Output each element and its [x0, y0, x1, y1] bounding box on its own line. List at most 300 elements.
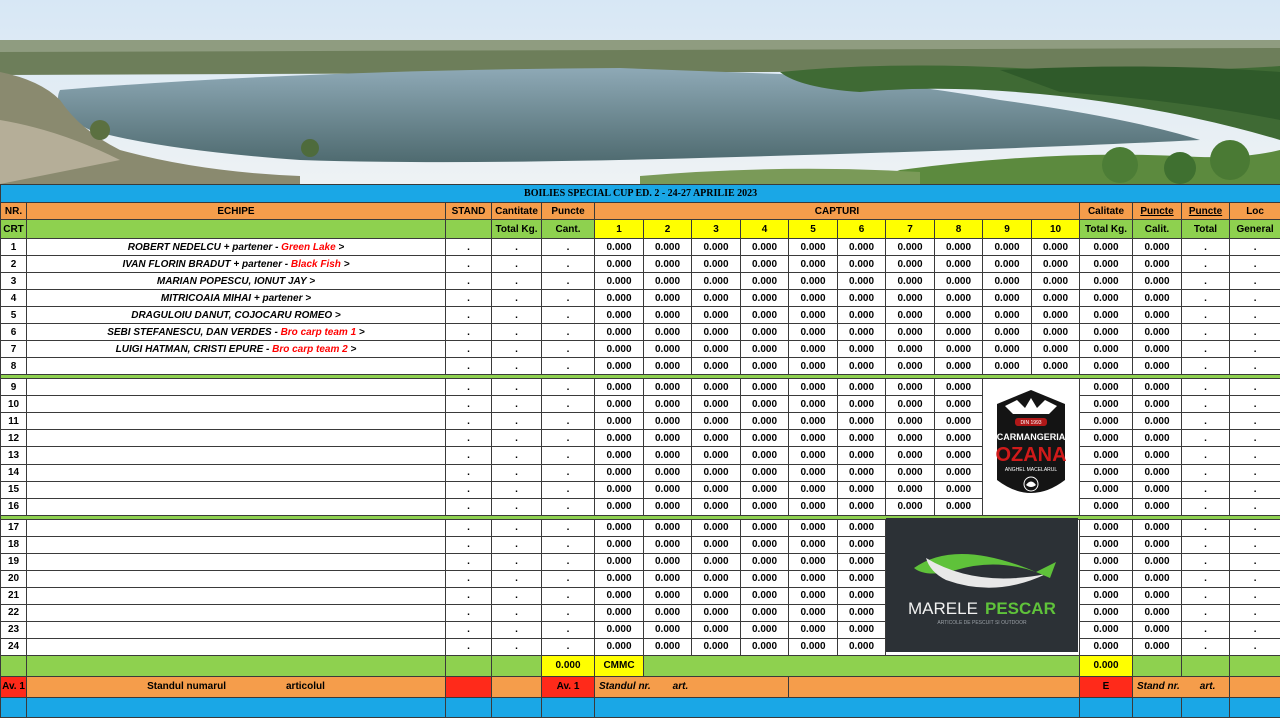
capture-cell-6: 0.000 [838, 430, 886, 447]
puncte-calitate-cell: 0.000 [1133, 324, 1182, 341]
capture-cell-3: 0.000 [692, 638, 741, 655]
table-row [1, 396, 1280, 413]
team-name-cell [27, 273, 446, 290]
capture-cell-6: 0.000 [838, 638, 886, 655]
footer-blue-cell-3 [492, 697, 542, 717]
ozana-line2: OZANA [995, 444, 1067, 466]
capture-cell-4: 0.000 [741, 481, 789, 498]
stand-cell: . [446, 358, 492, 375]
row-number: 6 [1, 324, 27, 341]
puncte-total-cell: . [1182, 307, 1230, 324]
row-number: 10 [1, 396, 27, 413]
capture-cell-3: 0.000 [692, 536, 741, 553]
capture-cell-2: 0.000 [644, 307, 692, 324]
puncte-calitate-cell: 0.000 [1133, 273, 1182, 290]
capture-cell-2: 0.000 [644, 604, 692, 621]
table-row [1, 273, 1280, 290]
loc-general-cell: . [1230, 273, 1280, 290]
articolul: articolul [286, 681, 325, 693]
team-name-cell [27, 587, 446, 604]
header-puncte-total: Puncte [1182, 203, 1230, 220]
capture-cell-2: 0.000 [644, 290, 692, 307]
footer-blue-cell-7 [1133, 697, 1182, 717]
row-number: 11 [1, 413, 27, 430]
capture-cell-2: 0.000 [644, 396, 692, 413]
stand-cell: . [446, 273, 492, 290]
puncte-total-cell: . [1182, 413, 1230, 430]
capture-cell-5: 0.000 [789, 239, 838, 256]
loc-general-cell: . [1230, 341, 1280, 358]
capture-cell-2: 0.000 [644, 519, 692, 536]
team-members: ROBERT NEDELCU + partener - [127, 241, 282, 253]
total-kg-cell: . [492, 638, 542, 655]
capture-cell-3: 0.000 [692, 604, 741, 621]
loc-general-cell: . [1230, 604, 1280, 621]
table-row [1, 481, 1280, 498]
footer-blue-cell-2 [446, 697, 492, 717]
team-name-cell [27, 307, 446, 324]
capture-cell-6: 0.000 [838, 519, 886, 536]
total-kg-cell: . [492, 341, 542, 358]
ozana-line1: CARMANGERIA [996, 432, 1066, 442]
table-row [1, 307, 1280, 324]
capture-cell-2: 0.000 [644, 413, 692, 430]
puncte-total-cell: . [1182, 256, 1230, 273]
capture-cell-1: 0.000 [595, 570, 644, 587]
stand-cell: . [446, 413, 492, 430]
cant-cell: . [542, 464, 595, 481]
footer-blue-cell-9 [1230, 697, 1280, 717]
capture-cell-9: 0.000 [983, 256, 1032, 273]
puncte-calitate-cell: 0.000 [1133, 604, 1182, 621]
puncte-calitate-cell: 0.000 [1133, 638, 1182, 655]
stand-cell: . [446, 570, 492, 587]
capture-cell-1: 0.000 [595, 379, 644, 396]
capture-cell-4: 0.000 [741, 498, 789, 515]
team-suffix: > [356, 326, 365, 338]
header-cant: Cant. [542, 220, 595, 239]
loc-general-cell: . [1230, 464, 1280, 481]
capture-cell-5: 0.000 [789, 256, 838, 273]
cant-cell: . [542, 587, 595, 604]
table-row [1, 290, 1280, 307]
lake-banner-image [0, 0, 1280, 184]
total-kg-cell: . [492, 481, 542, 498]
capture-cell-7: 0.000 [886, 239, 935, 256]
capture-cell-3: 0.000 [692, 447, 741, 464]
calitate-total-kg-cell: 0.000 [1080, 638, 1133, 655]
team-name: Green Lake [281, 241, 336, 253]
capture-cell-4: 0.000 [741, 519, 789, 536]
capture-cell-8: 0.000 [935, 379, 983, 396]
table-row [1, 536, 1280, 553]
loc-general-cell: . [1230, 536, 1280, 553]
header-capture-4: 4 [741, 220, 789, 239]
footer-blue-cell-5 [595, 697, 1080, 717]
cant-cell: . [542, 553, 595, 570]
capture-cell-5: 0.000 [789, 587, 838, 604]
loc-general-cell: . [1230, 256, 1280, 273]
capture-cell-5: 0.000 [789, 621, 838, 638]
footer-blue-cell-6 [1080, 697, 1133, 717]
row-number: 14 [1, 464, 27, 481]
calitate-total-kg-cell: 0.000 [1080, 587, 1133, 604]
capture-cell-7: 0.000 [886, 256, 935, 273]
header-capture-7: 7 [886, 220, 935, 239]
puncte-calitate-cell: 0.000 [1133, 379, 1182, 396]
puncte-total-cell: . [1182, 273, 1230, 290]
header-capture-5: 5 [789, 220, 838, 239]
team-name-cell [27, 638, 446, 655]
e-cell: E [1080, 676, 1133, 697]
capture-cell-2: 0.000 [644, 358, 692, 375]
capture-cell-10: 0.000 [1032, 256, 1080, 273]
total-kg-cell: . [492, 519, 542, 536]
capture-cell-3: 0.000 [692, 290, 741, 307]
stand-cell: . [446, 430, 492, 447]
calitate-total-kg-cell: 0.000 [1080, 358, 1133, 375]
puncte-calitate-cell: 0.000 [1133, 498, 1182, 515]
total-kg-cell: . [492, 413, 542, 430]
capture-cell-1: 0.000 [595, 587, 644, 604]
table-row [1, 498, 1280, 515]
capture-cell-10: 0.000 [1032, 324, 1080, 341]
row-number: 15 [1, 481, 27, 498]
calitate-total-kg-cell: 0.000 [1080, 519, 1133, 536]
total-kg-cell: . [492, 256, 542, 273]
total-kg-cell: . [492, 273, 542, 290]
footer-stand-row [1, 676, 1280, 697]
row-number: 21 [1, 587, 27, 604]
puncte-total-cell: . [1182, 604, 1230, 621]
footer-blank-calit [1133, 655, 1182, 676]
capture-cell-9: 0.000 [983, 358, 1032, 375]
puncte-calitate-cell: 0.000 [1133, 621, 1182, 638]
stand-nr-cell [1133, 676, 1230, 697]
capture-cell-3: 0.000 [692, 324, 741, 341]
total-kg-cell: . [492, 379, 542, 396]
capture-cell-7: 0.000 [886, 430, 935, 447]
capture-cell-4: 0.000 [741, 413, 789, 430]
loc-general-cell: . [1230, 430, 1280, 447]
capture-cell-8: 0.000 [935, 498, 983, 515]
capture-cell-4: 0.000 [741, 553, 789, 570]
calitate-total-kg-cell: 0.000 [1080, 324, 1133, 341]
capture-cell-3: 0.000 [692, 481, 741, 498]
calitate-total-kg-cell: 0.000 [1080, 341, 1133, 358]
calitate-total-kg-cell: 0.000 [1080, 413, 1133, 430]
capture-cell-3: 0.000 [692, 396, 741, 413]
team-name-cell [27, 324, 446, 341]
cant-cell: . [542, 341, 595, 358]
stand-cell: . [446, 621, 492, 638]
capture-cell-2: 0.000 [644, 498, 692, 515]
capture-cell-4: 0.000 [741, 256, 789, 273]
total-kg-cell: . [492, 290, 542, 307]
capture-cell-8: 0.000 [935, 239, 983, 256]
team-name-cell [27, 239, 446, 256]
header-loc: Loc [1230, 203, 1280, 220]
cant-cell: . [542, 621, 595, 638]
header-echipe-blank [27, 220, 446, 239]
puncte-total-cell: . [1182, 519, 1230, 536]
stand-nr: Stand nr. [1137, 681, 1180, 693]
team-suffix: > [340, 258, 350, 270]
stand-cell: . [446, 447, 492, 464]
calitate-total-kg-cell: 0.000 [1080, 498, 1133, 515]
capture-cell-5: 0.000 [789, 358, 838, 375]
calitate-total-kg-cell: 0.000 [1080, 290, 1133, 307]
capture-cell-1: 0.000 [595, 464, 644, 481]
capture-cell-3: 0.000 [692, 358, 741, 375]
capture-cell-3: 0.000 [692, 413, 741, 430]
calitate-total-kg-cell: 0.000 [1080, 536, 1133, 553]
header-calitate: Calitate [1080, 203, 1133, 220]
capture-cell-7: 0.000 [886, 413, 935, 430]
capture-cell-2: 0.000 [644, 341, 692, 358]
row-number: 2 [1, 256, 27, 273]
footer-blank-nr [1, 655, 27, 676]
team-members: SEBI STEFANESCU, DAN VERDES - [107, 326, 281, 338]
team-name-cell [27, 379, 446, 396]
capture-cell-3: 0.000 [692, 519, 741, 536]
capture-cell-1: 0.000 [595, 430, 644, 447]
capture-cell-4: 0.000 [741, 447, 789, 464]
row-number: 20 [1, 570, 27, 587]
capture-cell-2: 0.000 [644, 430, 692, 447]
header-stand-blank [446, 220, 492, 239]
loc-general-cell: . [1230, 324, 1280, 341]
capture-cell-4: 0.000 [741, 621, 789, 638]
capture-cell-1: 0.000 [595, 413, 644, 430]
capture-cell-6: 0.000 [838, 447, 886, 464]
standul-nr-cell [595, 676, 789, 697]
capture-cell-4: 0.000 [741, 536, 789, 553]
header-capture-3: 3 [692, 220, 741, 239]
footer-stand-red [446, 676, 492, 697]
puncte-total-cell: . [1182, 536, 1230, 553]
capture-cell-8: 0.000 [935, 358, 983, 375]
capture-cell-9: 0.000 [983, 290, 1032, 307]
cmmc-label: CMMC [595, 655, 644, 676]
team-name-cell [27, 481, 446, 498]
pescar-word: PESCAR [985, 599, 1056, 618]
header-total-kg: Total Kg. [492, 220, 542, 239]
team-name-cell [27, 553, 446, 570]
cant-cell: . [542, 447, 595, 464]
header-capture-9: 9 [983, 220, 1032, 239]
capture-cell-6: 0.000 [838, 256, 886, 273]
capture-cell-9: 0.000 [983, 341, 1032, 358]
capture-cell-6: 0.000 [838, 413, 886, 430]
puncte-total-cell: . [1182, 621, 1230, 638]
row-number: 17 [1, 519, 27, 536]
capture-cell-9: 0.000 [983, 239, 1032, 256]
capture-cell-6: 0.000 [838, 498, 886, 515]
cant-cell: . [542, 307, 595, 324]
capture-cell-10: 0.000 [1032, 290, 1080, 307]
capture-cell-1: 0.000 [595, 481, 644, 498]
header-general: General [1230, 220, 1280, 239]
capture-cell-6: 0.000 [838, 604, 886, 621]
capture-cell-6: 0.000 [838, 553, 886, 570]
row-number: 23 [1, 621, 27, 638]
capture-cell-8: 0.000 [935, 413, 983, 430]
capture-cell-5: 0.000 [789, 464, 838, 481]
calitate-value: 0.000 [1080, 655, 1133, 676]
footer-blank-echipe [27, 655, 446, 676]
capture-cell-8: 0.000 [935, 447, 983, 464]
capture-cell-4: 0.000 [741, 239, 789, 256]
calitate-total-kg-cell: 0.000 [1080, 464, 1133, 481]
capture-cell-8: 0.000 [935, 273, 983, 290]
capture-cell-5: 0.000 [789, 553, 838, 570]
stand-cell: . [446, 341, 492, 358]
capture-cell-1: 0.000 [595, 239, 644, 256]
calitate-total-kg-cell: 0.000 [1080, 570, 1133, 587]
footer-blue-cell-0 [1, 697, 27, 717]
puncte-total-cell: . [1182, 587, 1230, 604]
capture-cell-4: 0.000 [741, 341, 789, 358]
row-number: 22 [1, 604, 27, 621]
standul-cell [27, 676, 446, 697]
header-crt: CRT [1, 220, 27, 239]
capture-cell-2: 0.000 [644, 447, 692, 464]
capture-cell-3: 0.000 [692, 239, 741, 256]
results-table [0, 184, 1280, 718]
footer-blank-cantitate [492, 655, 542, 676]
capture-cell-8: 0.000 [935, 430, 983, 447]
calitate-total-kg-cell: 0.000 [1080, 307, 1133, 324]
row-number: 16 [1, 498, 27, 515]
capture-cell-3: 0.000 [692, 273, 741, 290]
capture-cell-7: 0.000 [886, 379, 935, 396]
capture-cell-7: 0.000 [886, 273, 935, 290]
loc-general-cell: . [1230, 553, 1280, 570]
header-capture-2: 2 [644, 220, 692, 239]
puncte-total-cell: . [1182, 341, 1230, 358]
capture-cell-8: 0.000 [935, 481, 983, 498]
header-nr: NR. [1, 203, 27, 220]
footer-capture-orange [789, 676, 1080, 697]
capture-cell-1: 0.000 [595, 536, 644, 553]
capture-cell-8: 0.000 [935, 290, 983, 307]
footer-general-orange [1230, 676, 1280, 697]
puncte-total-cell: . [1182, 358, 1230, 375]
total-kg-cell: . [492, 570, 542, 587]
stand-cell: . [446, 396, 492, 413]
team-name-cell [27, 519, 446, 536]
capture-cell-10: 0.000 [1032, 341, 1080, 358]
capture-cell-6: 0.000 [838, 358, 886, 375]
team-name-cell [27, 464, 446, 481]
footer-blank-total [1182, 655, 1230, 676]
row-number: 5 [1, 307, 27, 324]
capture-cell-5: 0.000 [789, 536, 838, 553]
team-members: MARIAN POPESCU, IONUT JAY > [156, 275, 316, 287]
capture-cell-2: 0.000 [644, 256, 692, 273]
puncte-calitate-cell: 0.000 [1133, 519, 1182, 536]
stand-cell: . [446, 519, 492, 536]
puncte-total-cell: . [1182, 553, 1230, 570]
capture-cell-8: 0.000 [935, 307, 983, 324]
capture-cell-6: 0.000 [838, 341, 886, 358]
table-title: BOILIES SPECIAL CUP ED. 2 - 24-27 APRILIE 2023 [1, 185, 1280, 203]
puncte-calitate-cell: 0.000 [1133, 553, 1182, 570]
calitate-total-kg-cell: 0.000 [1080, 273, 1133, 290]
row-number: 13 [1, 447, 27, 464]
team-name-cell [27, 256, 446, 273]
cmmc-value: 0.000 [542, 655, 595, 676]
capture-cell-1: 0.000 [595, 273, 644, 290]
capture-cell-4: 0.000 [741, 324, 789, 341]
capture-cell-6: 0.000 [838, 307, 886, 324]
calitate-total-kg-cell: 0.000 [1080, 621, 1133, 638]
puncte-calitate-cell: 0.000 [1133, 358, 1182, 375]
table-row [1, 638, 1280, 655]
capture-cell-1: 0.000 [595, 358, 644, 375]
table-row [1, 587, 1280, 604]
capture-cell-9: 0.000 [983, 307, 1032, 324]
capture-cell-3: 0.000 [692, 379, 741, 396]
capture-cell-4: 0.000 [741, 638, 789, 655]
calitate-total-kg-cell: 0.000 [1080, 447, 1133, 464]
capture-cell-7: 0.000 [886, 464, 935, 481]
capture-cell-5: 0.000 [789, 341, 838, 358]
capture-cell-6: 0.000 [838, 570, 886, 587]
loc-general-cell: . [1230, 396, 1280, 413]
cant-cell: . [542, 358, 595, 375]
team-name-cell [27, 536, 446, 553]
table-row [1, 553, 1280, 570]
puncte-calitate-cell: 0.000 [1133, 481, 1182, 498]
loc-general-cell: . [1230, 570, 1280, 587]
loc-general-cell: . [1230, 447, 1280, 464]
row-number: 19 [1, 553, 27, 570]
team-name-cell [27, 413, 446, 430]
loc-general-cell: . [1230, 587, 1280, 604]
cant-cell: . [542, 290, 595, 307]
header-capture-8: 8 [935, 220, 983, 239]
cant-cell: . [542, 519, 595, 536]
header-stand: STAND [446, 203, 492, 220]
capture-cell-10: 0.000 [1032, 239, 1080, 256]
stand-cell: . [446, 307, 492, 324]
puncte-total-cell: . [1182, 290, 1230, 307]
total-kg-cell: . [492, 621, 542, 638]
total-kg-cell: . [492, 464, 542, 481]
row-number: 1 [1, 239, 27, 256]
stand-cell: . [446, 536, 492, 553]
cant-cell: . [542, 536, 595, 553]
total-kg-cell: . [492, 307, 542, 324]
row-number: 4 [1, 290, 27, 307]
capture-cell-6: 0.000 [838, 536, 886, 553]
capture-cell-6: 0.000 [838, 239, 886, 256]
calitate-total-kg-cell: 0.000 [1080, 239, 1133, 256]
av1-cell: Av. 1 [1, 676, 27, 697]
loc-general-cell: . [1230, 481, 1280, 498]
capture-cell-1: 0.000 [595, 604, 644, 621]
capture-cell-2: 0.000 [644, 587, 692, 604]
team-members: MITRICOAIA MIHAI + partener > [160, 292, 312, 304]
puncte-calitate-cell: 0.000 [1133, 307, 1182, 324]
capture-cell-4: 0.000 [741, 587, 789, 604]
table-row [1, 413, 1280, 430]
header-capture-6: 6 [838, 220, 886, 239]
total-kg-cell: . [492, 430, 542, 447]
puncte-total-cell: . [1182, 239, 1230, 256]
